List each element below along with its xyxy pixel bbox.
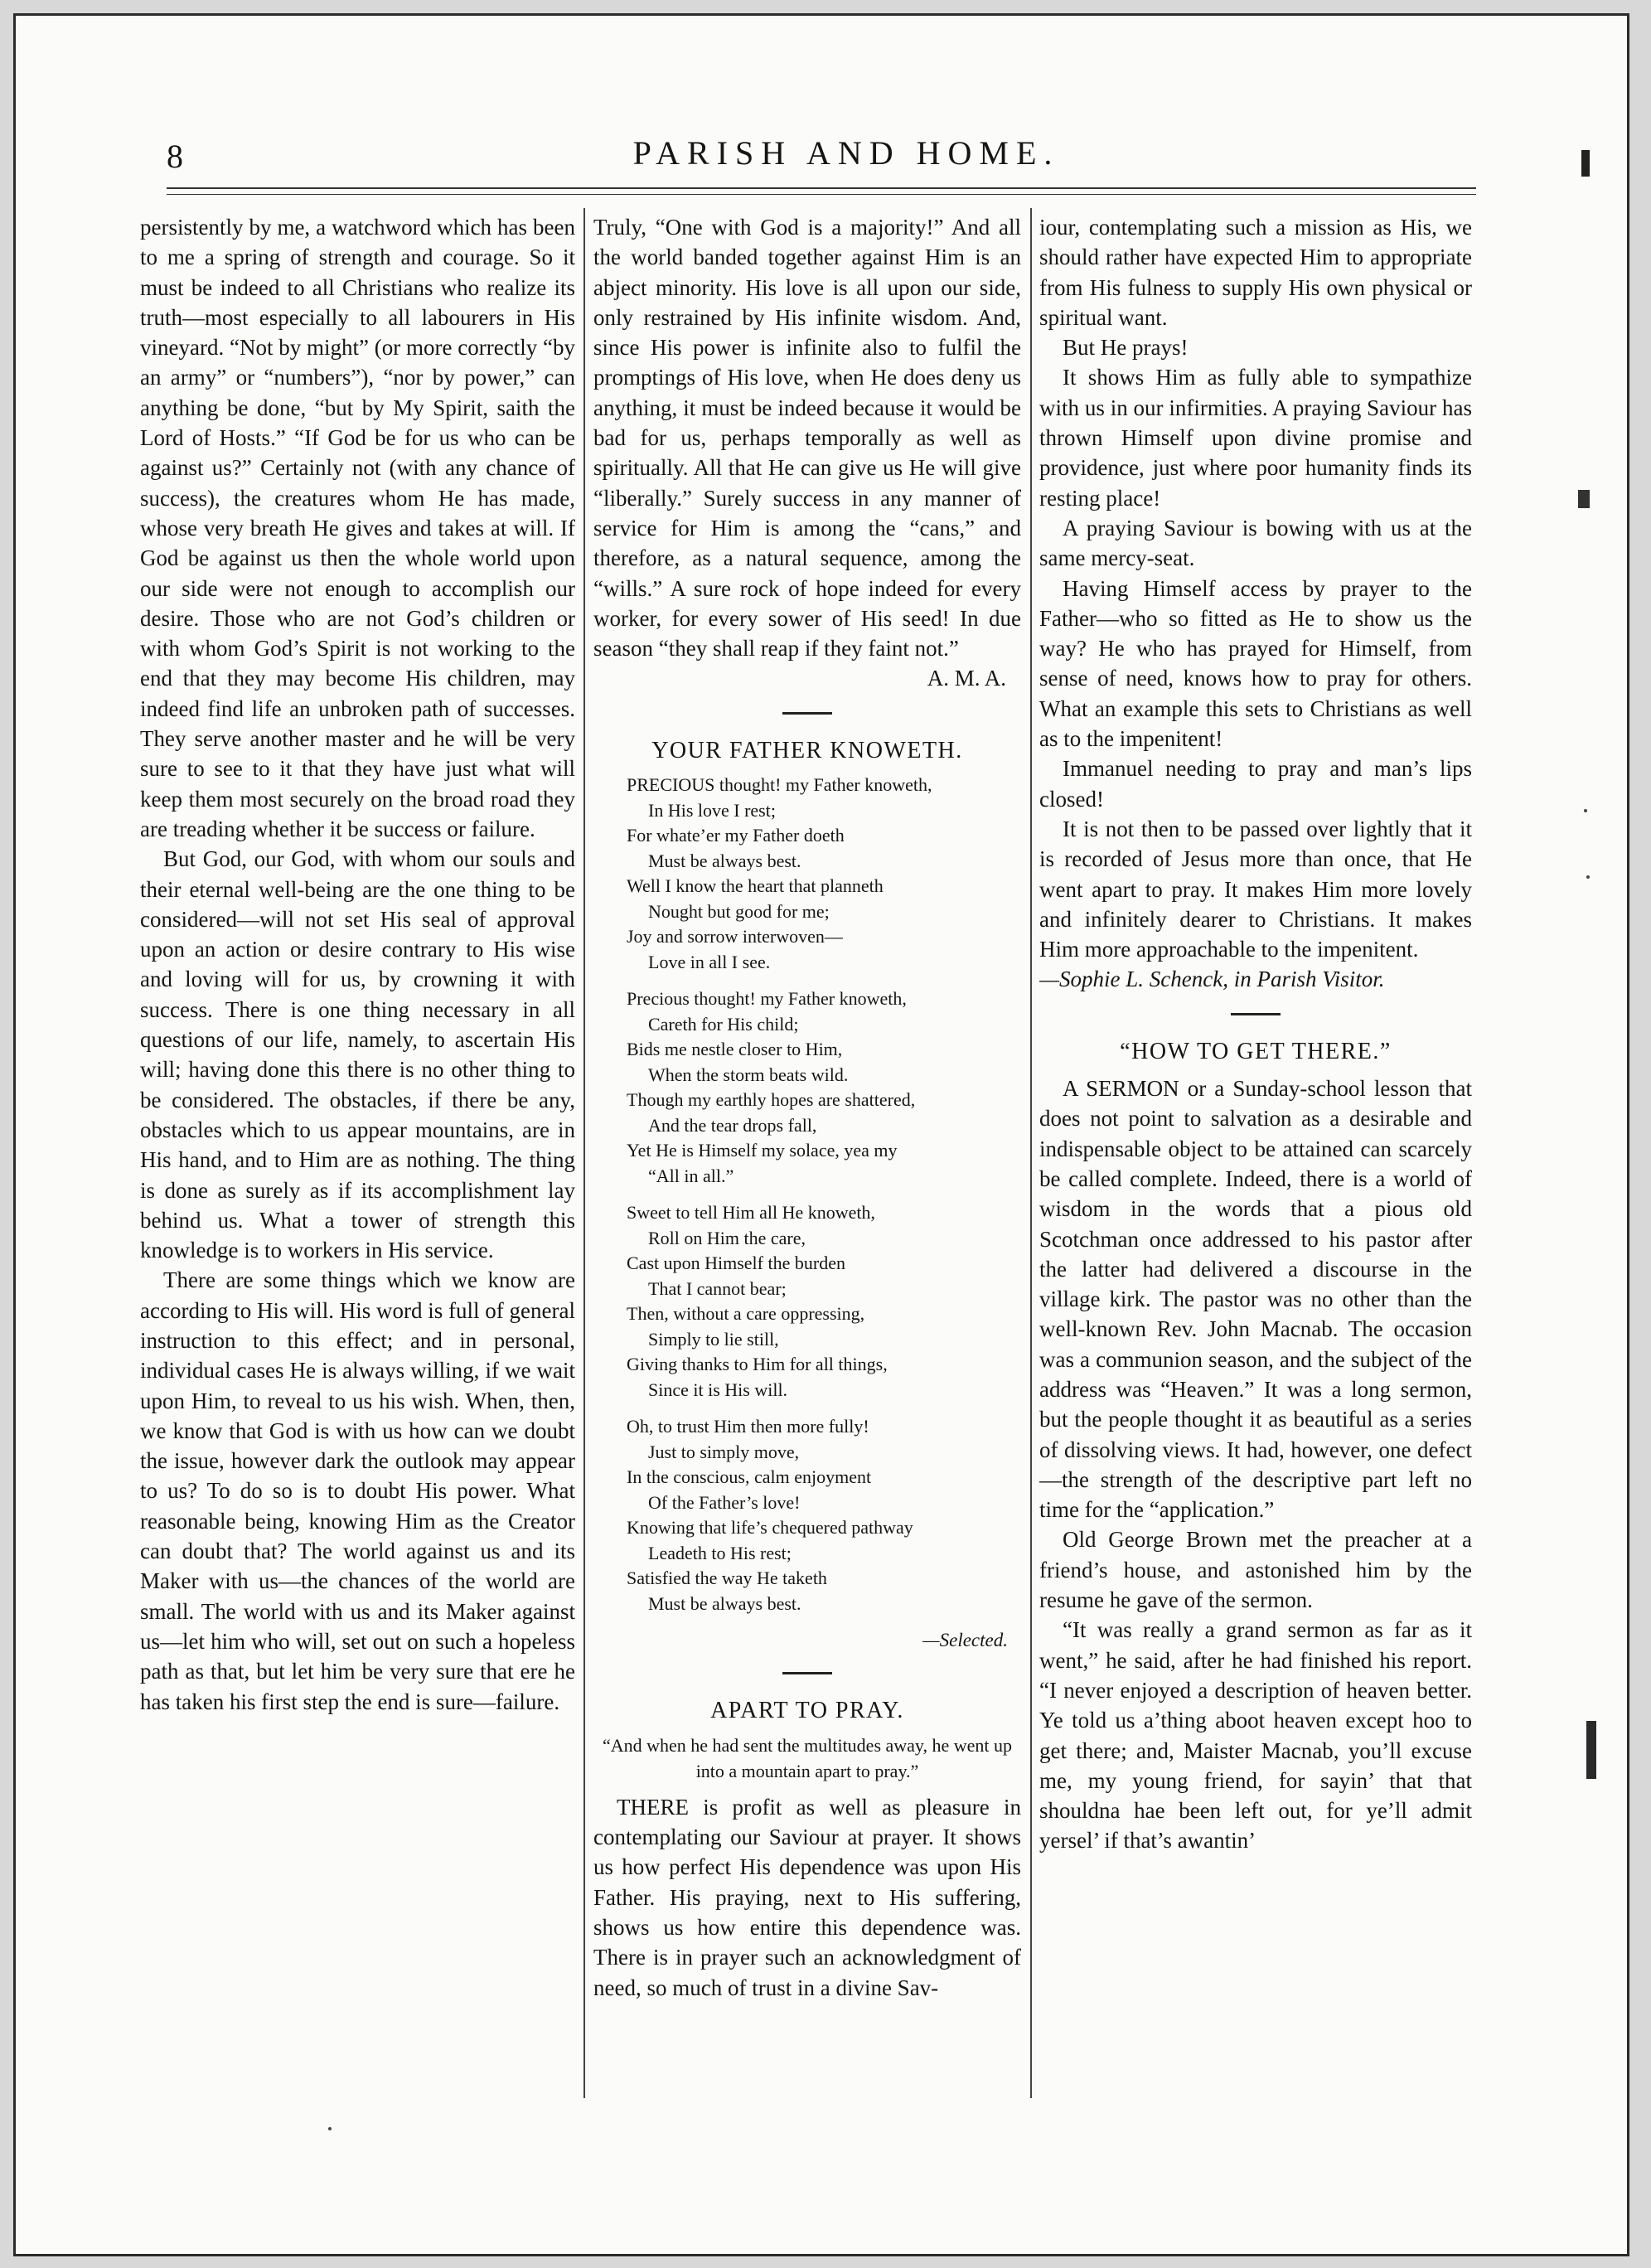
poem-line: In the conscious, calm enjoyment xyxy=(627,1466,872,1488)
column-3 xyxy=(1039,212,1472,2119)
speck xyxy=(1586,875,1590,879)
poem-line: For whate’er my Father doeth xyxy=(627,825,845,846)
page xyxy=(13,13,1629,2256)
section-title: APART TO PRAY. xyxy=(710,1697,904,1723)
paragraph: THERE is profit as well as pleasure in contemplating our Saviour at prayer. It shows us how perfect His dependence was upon His Father. His praying, next to His suffering, shows us how entire this dependence was. There is in prayer such an acknowledgment of need, so much of trust in a divine Sav- xyxy=(593,1794,1021,2000)
section-title: “HOW TO GET THERE.” xyxy=(1120,1038,1392,1064)
poem-line: In His love I rest; xyxy=(648,799,776,821)
poem-line: Simply to lie still, xyxy=(648,1328,779,1350)
poem-line: Joy and sorrow interwoven— xyxy=(627,926,843,947)
poem-stanza xyxy=(627,1200,1021,1403)
column-2 xyxy=(593,212,1021,2119)
margin-mark xyxy=(1581,150,1590,177)
author-initials: A. M. A. xyxy=(927,666,1006,691)
poem-line: “All in all.” xyxy=(648,1165,734,1186)
poem-line: Knowing that life’s chequered pathway xyxy=(627,1517,913,1539)
poem-line: Of the Father’s love! xyxy=(648,1491,801,1513)
margin-mark xyxy=(1578,490,1590,508)
paragraph: It is not then to be passed over lightly that it is recorded of Jesus more than once, that He went apart to pray. It makes Him more lovely and infinitely dearer to Christians. It makes Him more approachable to the impenitent. xyxy=(1039,816,1472,962)
attribution: —Sophie L. Schenck, in Parish Visitor. xyxy=(1039,967,1385,992)
poem-line: Well I know the heart that planneth xyxy=(627,875,884,897)
poem-line: Just to simply move, xyxy=(648,1441,800,1462)
poem-line: Giving thanks to Him for all things, xyxy=(627,1354,888,1375)
header-rule-thin xyxy=(167,194,1476,195)
paragraph: There are some things which we know are according to His will. His word is full of general instruction to this effect; and in personal, individual cases He is always willing, if we wait upon Him, to reveal to us his wish. When, then, we know that God is with us how can we doubt the issue, however dark the outlook may appear to us? To do so is to doubt His power. What reasonable being, knowing Him as the Creator can doubt that? The world against us and its Maker with us—the chances of the world are small. The world with us and its Maker against us—let him who will, set out on such a hopeless path as that, but let him be very sure that ere he has taken his first step the end is sure—failure. xyxy=(140,1267,575,1714)
poem xyxy=(593,773,1021,1654)
poem-line: Must be always best. xyxy=(648,850,801,871)
header-rule xyxy=(167,187,1476,189)
paragraph: Immanuel needing to pray and man’s lips closed! xyxy=(1039,756,1472,812)
poem-line: Yet He is Himself my solace, yea my xyxy=(627,1140,898,1161)
column-divider xyxy=(583,208,585,2098)
poem-line: Cast upon Himself the burden xyxy=(627,1253,845,1274)
speck xyxy=(1584,809,1587,812)
poem-line: Sweet to tell Him all He knoweth, xyxy=(627,1202,875,1224)
poem-line: PRECIOUS thought! my Father knoweth, xyxy=(627,774,932,796)
page-number: 8 xyxy=(167,138,183,175)
page-header xyxy=(13,133,1629,183)
poem-line: Leadeth to His rest; xyxy=(648,1542,792,1563)
poem-line: Bids me nestle closer to Him, xyxy=(627,1039,843,1060)
paragraph: It shows Him as fully able to sympathize with us in our infirmities. A praying Saviour has thrown Himself upon divine promise and providence, just where poor humanity finds its resting place! xyxy=(1039,365,1472,511)
poem-line: That I cannot bear; xyxy=(648,1277,787,1299)
poem-line: Then, without a care oppressing, xyxy=(627,1303,865,1325)
section-divider xyxy=(782,712,832,715)
paragraph: persistently by me, a watchword which has been to me a spring of strength and courage. So it must be indeed to all Christians who realize its truth—most especially to all labourers in His vineyard. “Not by might” (or more correctly “by an army” or “numbers”), “nor by power,” can anything be done, “but by My Spirit, saith the Lord of Hosts.” “If God be for us who can be against us?” Certainly not (with any chance of success), the creatures whom He has made, whose very breath He gives and takes at will. If God be against us then the whole world upon our side were not enough to accomplish our desire. Those who are not God’s children or with whom God’s Spirit is not working to the end that they may become His children, may indeed find life an unbroken path of successes. They serve another master and he will be very sure to see to it that they have just what will keep them most securely on the broad road they are treading whether it be success or failure. xyxy=(140,215,575,841)
column-divider xyxy=(1030,208,1032,2098)
poem-credit: —Selected. xyxy=(922,1630,1008,1651)
section-divider xyxy=(782,1672,832,1674)
paragraph: Truly, “One with God is a majority!” And all the world banded together against Him is an abject minority. His love is all upon our side, only restrained by His infinite wisdom. And, since His power is infinite also to fulfil the promptings of His love, when He does deny us anything, it must be indeed because it would be bad for us, perhaps temporally as well as spiritually. All that He can give us He will give “liberally.” Surely success in any manner of service for Him is among the “cans,” and therefore, as a natural sequence, among the “wills.” A sure rock of hope indeed for every worker, for every sower of His seed! In due season “they shall reap if they faint not.” xyxy=(593,215,1021,662)
poem-line: Roll on Him the care, xyxy=(648,1227,806,1248)
paragraph: A praying Saviour is bowing with us at the same mercy-seat. xyxy=(1039,515,1472,571)
paragraph: A SERMON or a Sunday-school lesson that does not point to salvation as a desirable and indispensable object to be attained can scarcely be called complete. Indeed, there is a world of wisdom in the words that a pious old Scotchman once addressed to his pastor after the latter had delivered a discourse in the village kirk. The pastor was no other than the well-known Rev. John Macnab. The occasion was a communion season, and the subject of the address was “Heaven.” It was a long sermon, but the people thought it as beautiful as a series of dissolving views. It had, however, one defect—the strength of the descriptive part left no time for the “application.” xyxy=(1039,1076,1472,1523)
paragraph: Having Himself access by prayer to the Father—who so fitted as He to show us the way? He who has prayed for Himself, from sense of need, knows how to pray for others. What an example this sets to Christians as well as to the impenitent! xyxy=(1039,575,1472,752)
poem-line: Since it is His will. xyxy=(648,1379,788,1400)
speck xyxy=(328,2127,332,2130)
epigraph: “And when he had sent the multitudes away, he went up into a mountain apart to pray.” xyxy=(602,1734,1013,1781)
poem-stanza xyxy=(627,986,1021,1189)
section-divider xyxy=(1231,1013,1281,1015)
margin-mark xyxy=(1586,1721,1596,1779)
poem-stanza xyxy=(627,1414,1021,1616)
paragraph: iour, contemplating such a mission as His, we should rather have expected Him to appropriate from His fulness to supply His own physical or spiritual want. xyxy=(1039,215,1472,330)
paragraph: But God, our God, with whom our souls and their eternal well-being are the one thing to be considered—will not set His seal of approval upon an action or desire contrary to His wise and loving will for us, by crowning it with success. There is one thing necessary in all questions of our life, namely, to ascertain His will; having done this there is no other thing to be considered. The obstacles, if there be any, obstacles which to us appear mountains, are in His hand, and to Him are as nothing. The thing is done as surely as if its accomplishment lay behind us. What a tower of strength this knowledge is to workers in His service. xyxy=(140,846,575,1263)
poem-line: When the storm beats wild. xyxy=(648,1064,849,1085)
poem-line: Nought but good for me; xyxy=(648,900,830,922)
paragraph: But He prays! xyxy=(1063,335,1189,361)
poem-line: Must be always best. xyxy=(648,1592,801,1614)
poem-line: Satisfied the way He taketh xyxy=(627,1568,827,1589)
paragraph: “It was really a grand sermon as far as it went,” he said, after he had finished his report. “I never enjoyed a description of heaven better. Ye told us a’thing aboot heaven except hoo to get there; and, Maister Macnab, you’ll excuse me, my young friend, for sayin’ that that shouldna hae been left out, for ye’ll admit yersel’ if that’s awantin’ xyxy=(1039,1617,1472,1854)
column-1 xyxy=(140,212,575,2119)
poem-line: Careth for His child; xyxy=(648,1013,799,1035)
poem-title: YOUR FATHER KNOWETH. xyxy=(651,737,963,763)
poem-line: Though my earthly hopes are shattered, xyxy=(627,1089,916,1111)
poem-line: Precious thought! my Father knoweth, xyxy=(627,988,907,1010)
poem-line: And the tear drops fall, xyxy=(648,1114,817,1136)
poem-stanza xyxy=(627,773,1021,975)
poem-line: Love in all I see. xyxy=(648,951,771,972)
poem-line: Oh, to trust Him then more fully! xyxy=(627,1416,869,1437)
running-title: PARISH AND HOME. xyxy=(632,134,1060,172)
paragraph: Old George Brown met the preacher at a friend’s house, and astonished him by the resume he gave of the sermon. xyxy=(1039,1527,1472,1613)
